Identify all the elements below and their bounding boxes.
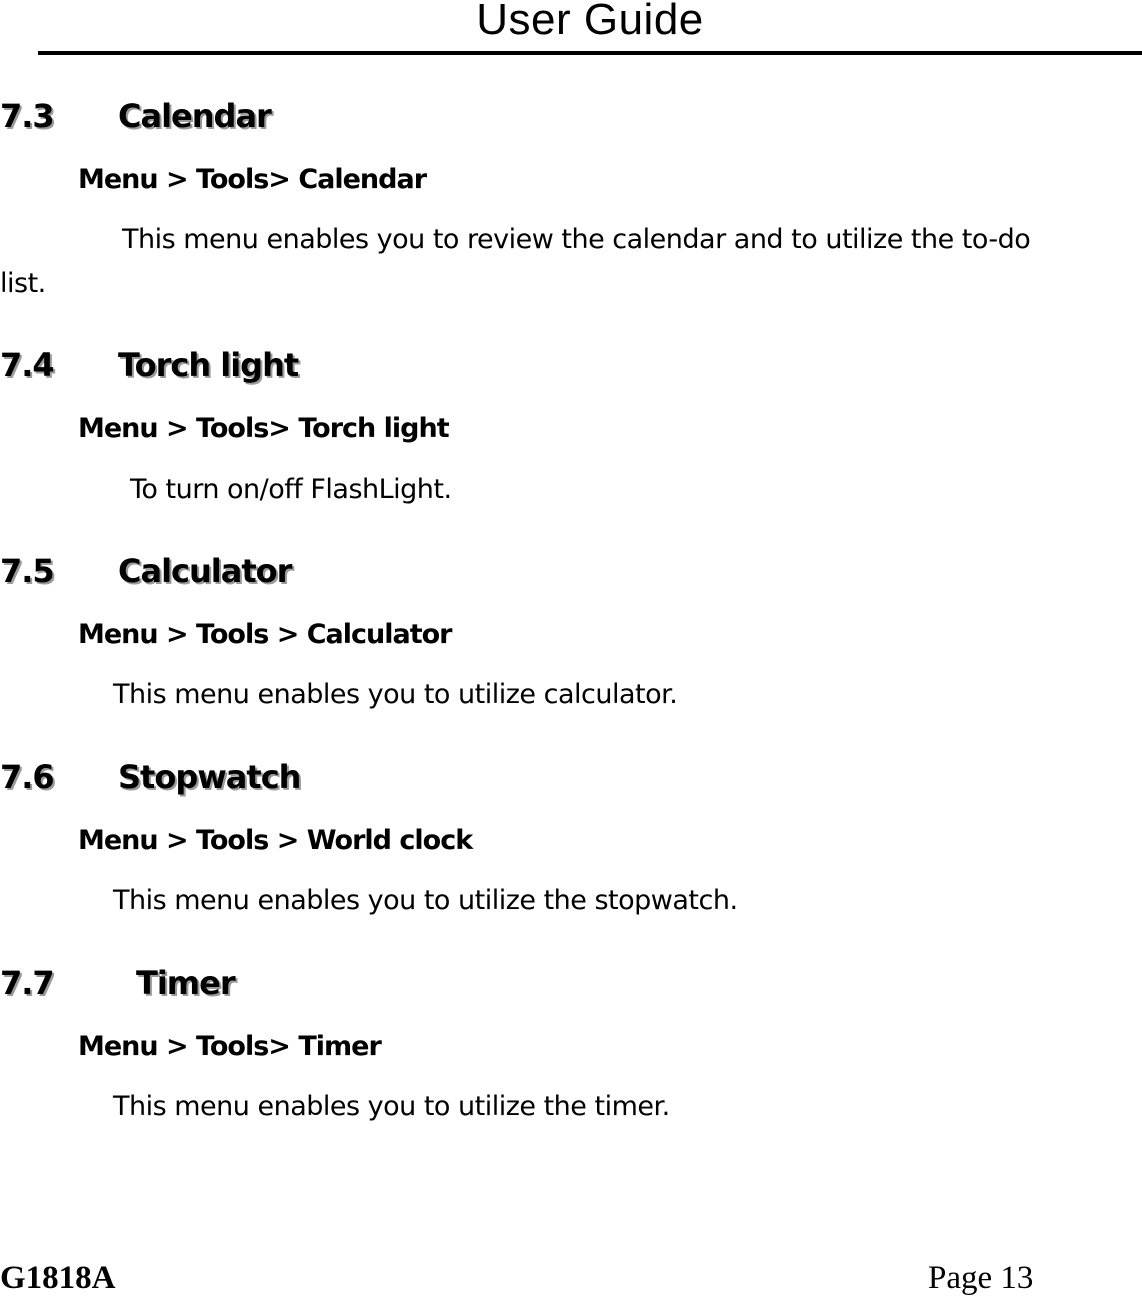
menu-path-calculator: Menu > Tools > Calculator (78, 619, 452, 650)
section-title: Torch light (118, 346, 299, 384)
section-title: Stopwatch (118, 758, 301, 796)
footer-model-number: G1818A (0, 1260, 116, 1296)
section-number: 7.6 (0, 758, 54, 796)
description-calendar-line1: This menu enables you to review the calendar and to utilize the to-do (122, 224, 1031, 255)
description-calculator: This menu enables you to utilize calculator. (113, 679, 678, 710)
section-title: Timer (136, 964, 235, 1002)
description-calendar-line2: list. (0, 268, 46, 299)
section-title: Calendar (118, 97, 271, 135)
section-number: 7.5 (0, 552, 54, 590)
menu-path-timer: Menu > Tools> Timer (78, 1031, 381, 1062)
menu-path-calendar: Menu > Tools> Calendar (78, 164, 427, 195)
section-number: 7.7 (0, 964, 54, 1002)
description-stopwatch: This menu enables you to utilize the stopwatch. (113, 885, 738, 916)
menu-path-stopwatch: Menu > Tools > World clock (78, 825, 473, 856)
description-timer: This menu enables you to utilize the timer. (113, 1091, 670, 1122)
menu-path-torch-light: Menu > Tools> Torch light (78, 413, 449, 444)
section-title: Calculator (118, 552, 292, 590)
header-title: User Guide (476, 0, 704, 44)
section-number: 7.3 (0, 97, 54, 135)
section-number: 7.4 (0, 346, 54, 384)
page-header (0, 0, 1142, 60)
footer-page-number: Page 13 (928, 1260, 1034, 1296)
header-rule (38, 51, 1142, 55)
description-torch-light: To turn on/off FlashLight. (130, 474, 452, 505)
